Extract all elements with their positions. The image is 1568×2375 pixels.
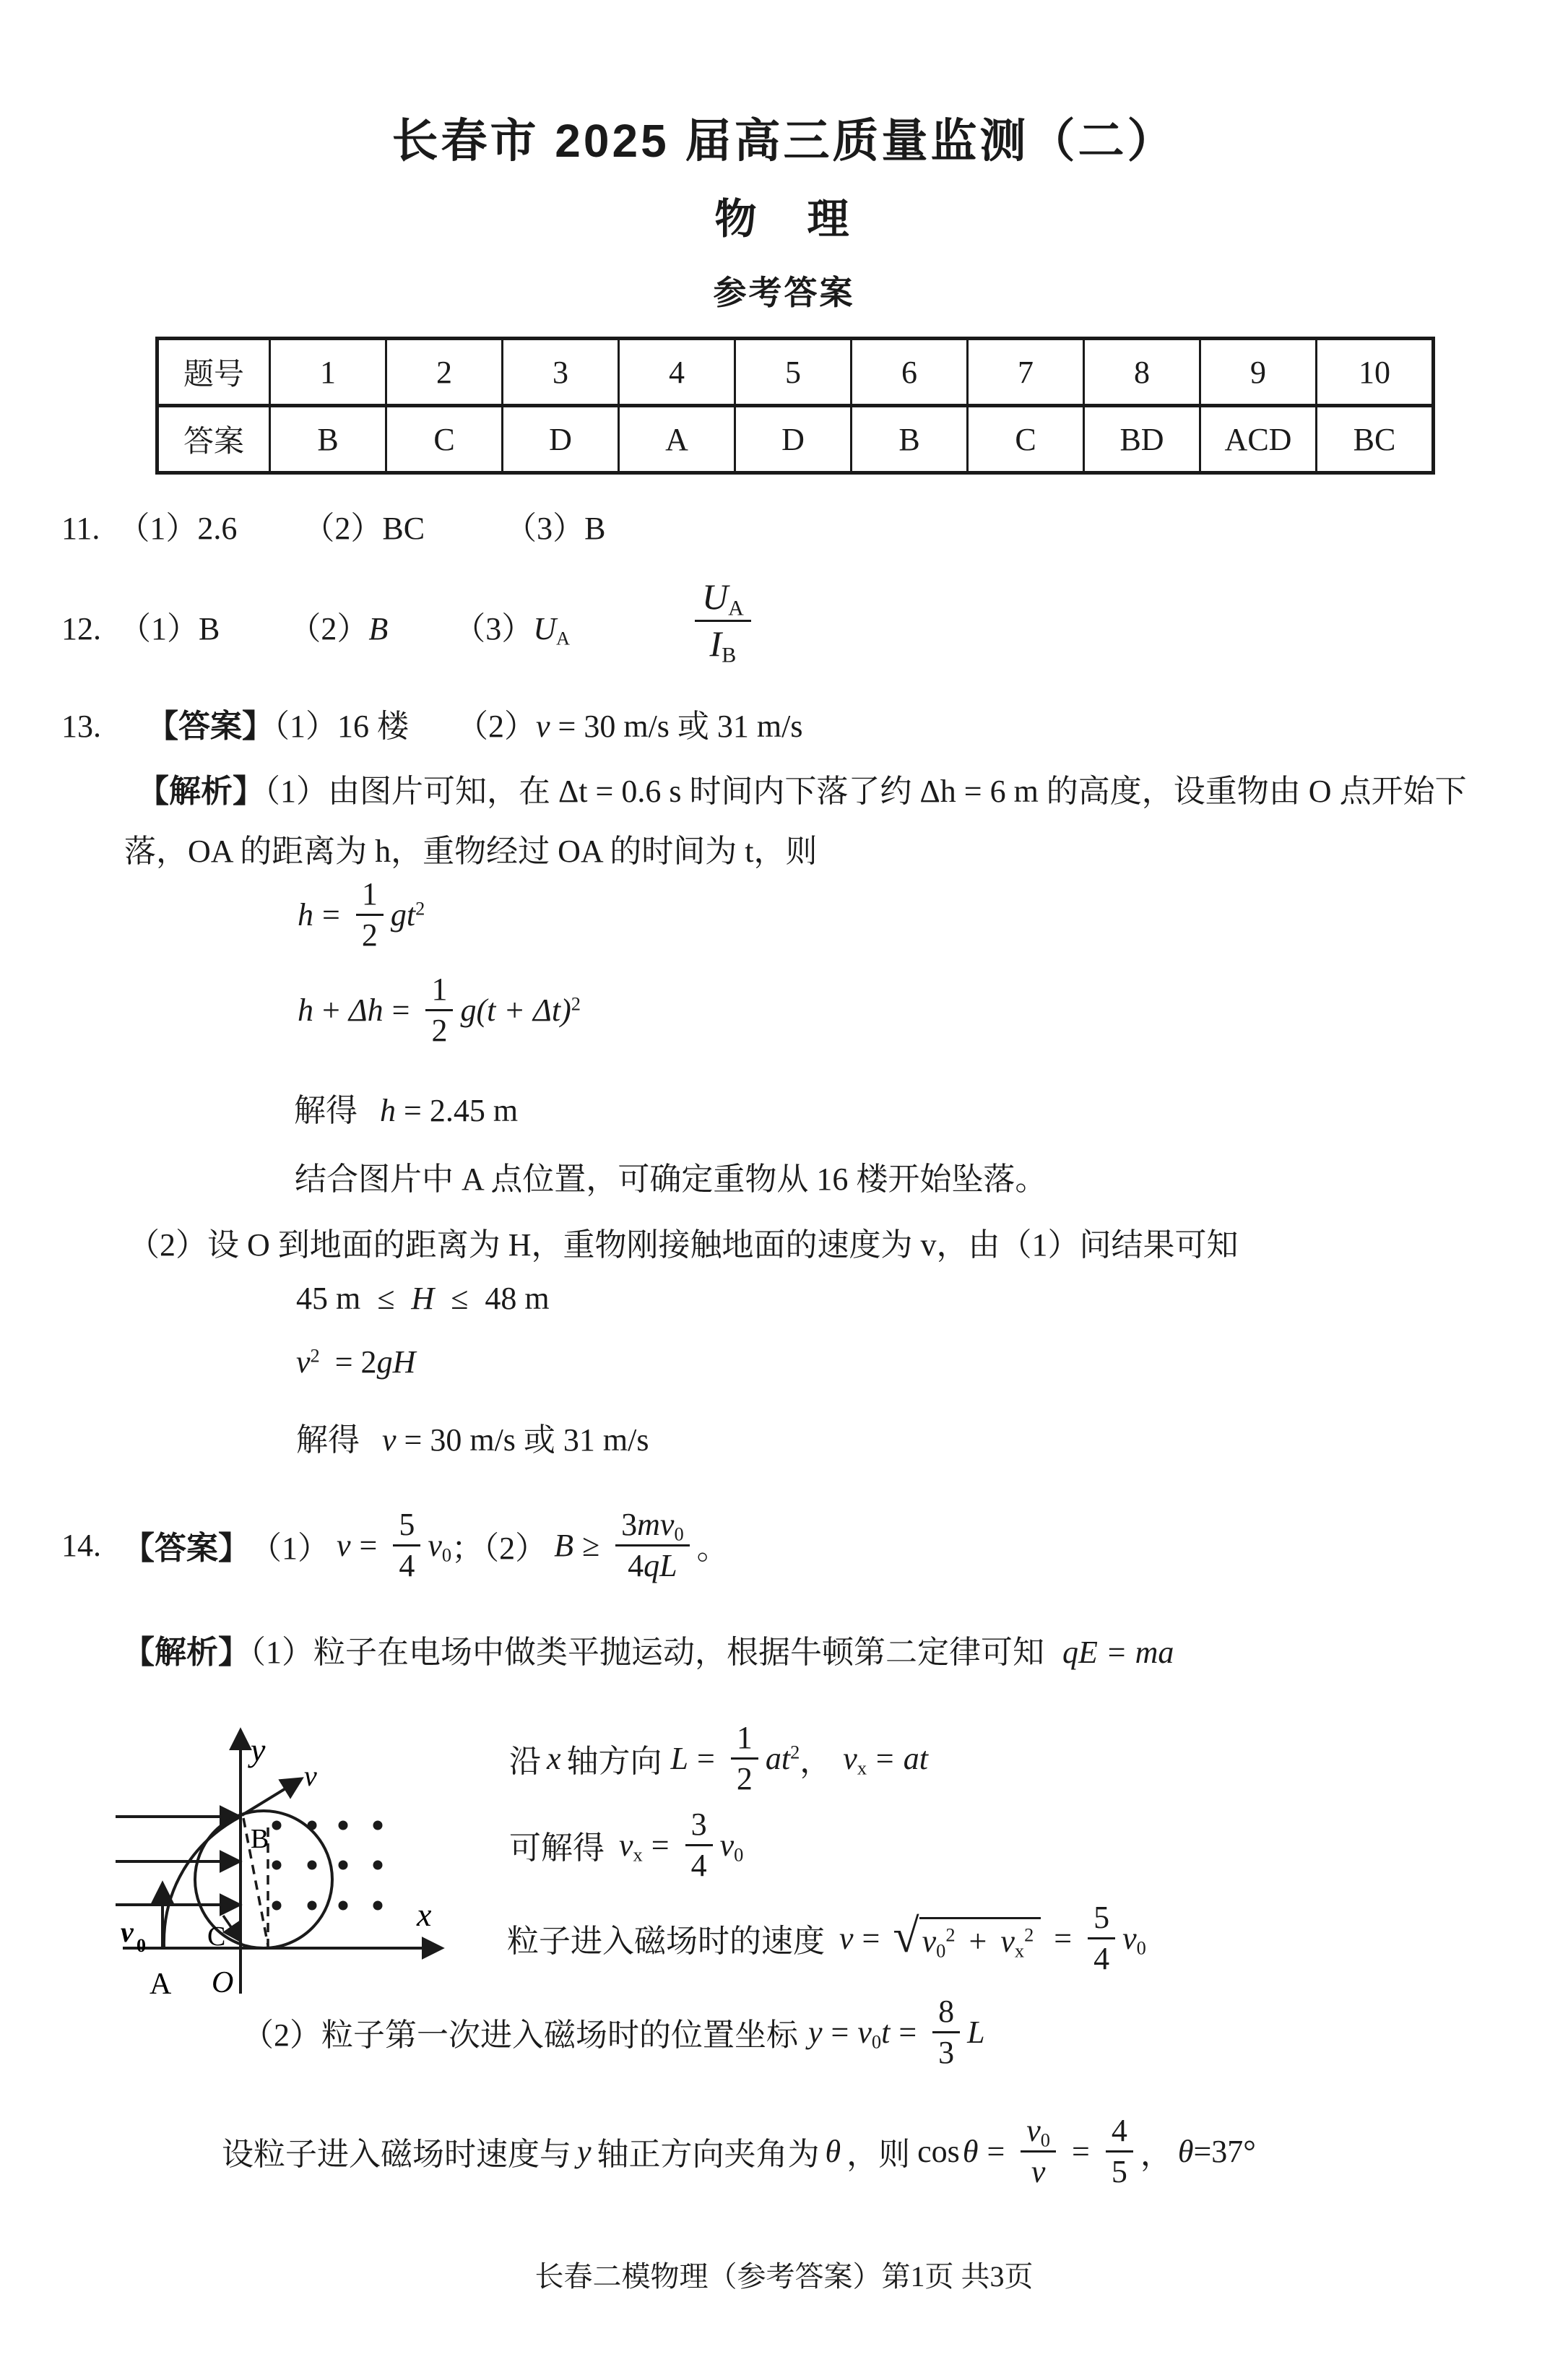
q14-figure bbox=[69, 1726, 516, 2001]
radical-sign: √ bbox=[893, 1909, 919, 1963]
q14-answer-label: 【答案】 bbox=[123, 1531, 250, 1566]
q14-eq2: 可解得 $v_x$ = $\frac{3}{4}$ $v_0$ bbox=[509, 1807, 744, 1883]
v-label: v bbox=[304, 1760, 317, 1792]
q14-number: 14. bbox=[61, 1527, 101, 1563]
question-number: 10 bbox=[1317, 339, 1434, 406]
table-row-answers bbox=[157, 406, 1434, 473]
v0-label: v bbox=[121, 1916, 134, 1948]
q13-answer-label: 【答案】 bbox=[147, 709, 274, 744]
q12-fraction-numerator: $U_A$ bbox=[695, 576, 751, 622]
answer-cell: BC bbox=[1317, 406, 1434, 473]
parabola-path bbox=[164, 1817, 241, 1947]
q13-part2-line: （2）设 O 到地面的距离为 H，重物刚接触地面的速度为 v，由（1）问结果可知 bbox=[128, 1227, 1239, 1263]
q14-answer-line: 14. 【答案】 （1） v = $\frac{5}{4}$ $v_0$ ；（2） B ≥ $\frac{3mv_0}{4qL}$ 。 bbox=[61, 1507, 729, 1583]
q12-part3: （3） bbox=[454, 611, 534, 646]
question-number: 3 bbox=[503, 339, 619, 406]
q13-answer2-prefix: （2） bbox=[456, 709, 536, 744]
page-title: 长春市 2025 届高三质量监测（二） bbox=[391, 115, 1177, 167]
point-b-label: B bbox=[251, 1824, 269, 1854]
q13-analysis-label: 【解析】 bbox=[137, 774, 264, 809]
q14-eq5: 设粒子进入磁场时速度与 y 轴正方向夹角为 θ ，则 cos θ = $\frac{v_0}{v}$ = $\frac{4}{5}$ ， θ =37° bbox=[222, 2113, 1256, 2189]
q13-answer2-variable: v bbox=[536, 709, 550, 744]
answer-cell: B bbox=[270, 406, 386, 473]
fraction-five-fourths: $\frac{5}{4}$ bbox=[1088, 1900, 1115, 1976]
q13-answer1: （1）16 楼 bbox=[274, 709, 409, 744]
row-header-number: 题号 bbox=[157, 339, 270, 406]
square-root: √ $v_0^2 + v_x^2$ bbox=[893, 1917, 1041, 1960]
q13-formula1: h = $\frac{1}{2}$ $gt^2$ bbox=[298, 876, 425, 953]
q13-formula2: h + Δh = $\frac{1}{2}$ $g(t + \Delta t)^2$ bbox=[298, 972, 581, 1048]
q11-part3: （3）B bbox=[505, 511, 606, 546]
q11-line bbox=[61, 510, 605, 548]
q14-analysis-math: qE = ma bbox=[1062, 1635, 1174, 1670]
question-number: 8 bbox=[1084, 339, 1200, 406]
question-number: 5 bbox=[735, 339, 852, 406]
fraction-eight-thirds: $\frac{8}{3}$ bbox=[932, 1994, 960, 2070]
q13-analysis-line1: 【解析】（1）由图片可知，在 Δt = 0.6 s 时间内下落了约 Δh = 6 m 的高度，设重物由 O 点开始下 bbox=[137, 774, 1467, 809]
q14-analysis-label: 【解析】 bbox=[123, 1635, 250, 1670]
q13-formula3: 解得 h = 2.45 m bbox=[294, 1093, 519, 1128]
fraction-3mv0-4qL: $\frac{3mv_0}{4qL}$ bbox=[615, 1507, 690, 1583]
q12-number: 12. bbox=[61, 611, 101, 646]
page-footer: 长春二模物理（参考答案）第1页 共3页 bbox=[534, 2260, 1034, 2293]
q12-part3-value: U bbox=[533, 611, 557, 646]
question-number: 1 bbox=[270, 339, 386, 406]
q13-number: 13. bbox=[61, 709, 101, 744]
q12-part2-value: B bbox=[368, 611, 389, 646]
answer-cell: C bbox=[386, 406, 503, 473]
field-dots bbox=[272, 1821, 383, 1911]
q11-part2: （2）BC bbox=[303, 511, 425, 546]
question-number: 7 bbox=[968, 339, 1084, 406]
answer-cell: A bbox=[619, 406, 735, 473]
fraction-one-half: $\frac{1}{2}$ bbox=[731, 1720, 758, 1796]
answer-cell: D bbox=[503, 406, 619, 473]
q13-analysis-line2: 落，OA 的距离为 h，重物经过 OA 的时间为 t，则 bbox=[124, 834, 818, 869]
fraction-one-half: $\frac{1}{2}$ bbox=[425, 972, 453, 1048]
q12-fraction-denominator: $I_B$ bbox=[709, 623, 737, 667]
q14-eq3: 粒子进入磁场时的速度 v = √ $v_0^2 + v_x^2$ = $\frac{5}{4}$ $v_0$ bbox=[507, 1900, 1146, 1976]
answer-cell: B bbox=[852, 406, 968, 473]
q13-conclusion: 结合图片中 A 点位置，可确定重物从 16 楼开始坠落。 bbox=[295, 1161, 1047, 1197]
y-axis-label: y bbox=[251, 1731, 266, 1768]
point-c-label: C bbox=[207, 1921, 226, 1952]
question-number: 2 bbox=[386, 339, 503, 406]
row-header-answer: 答案 bbox=[157, 406, 270, 473]
subject-title: 物 理 bbox=[714, 196, 854, 243]
q13-formula5: 45 m ≤ H ≤ 48 m bbox=[296, 1281, 550, 1316]
q12-part3-subscript: A bbox=[556, 627, 571, 649]
fraction-five-fourths: $\frac{5}{4}$ bbox=[393, 1507, 420, 1583]
q14-answer1-prefix: （1） bbox=[250, 1531, 329, 1566]
fraction-one-half: $\frac{1}{2}$ bbox=[356, 876, 384, 953]
fraction-three-fourths: $\frac{3}{4}$ bbox=[685, 1807, 713, 1883]
q13-formula7: 解得 v = 30 m/s 或 31 m/s bbox=[296, 1422, 649, 1458]
q14-eq1: 沿 x 轴方向 L = $\frac{1}{2}$ $at^2$ ， $v_x$ = at bbox=[509, 1720, 928, 1796]
q14-eq4: （2）粒子第一次进入磁场时的位置坐标 y = $v_0t$ = $\frac{8}{3}$ L bbox=[242, 1994, 985, 2070]
x-axis-label: x bbox=[417, 1896, 432, 1933]
fraction-v0-over-v: $\frac{v_0}{v}$ bbox=[1021, 2113, 1056, 2189]
q12-fraction bbox=[695, 576, 751, 667]
q12-line bbox=[61, 610, 570, 648]
fraction-four-fifths: $\frac{4}{5}$ bbox=[1106, 2113, 1133, 2189]
q12-part1: （1）B bbox=[119, 611, 220, 646]
point-a-label: A bbox=[150, 1968, 172, 2001]
q11-number: 11. bbox=[61, 511, 100, 546]
answer-cell: ACD bbox=[1200, 406, 1317, 473]
q13-formula6: $v^2 = 2gH$ bbox=[296, 1344, 416, 1380]
origin-label: O bbox=[212, 1966, 234, 1999]
answer-table bbox=[155, 337, 1435, 475]
q13-answer-line bbox=[61, 708, 803, 745]
q13-answer2-rest: = 30 m/s 或 31 m/s bbox=[558, 709, 803, 744]
q12-part2: （2） bbox=[289, 611, 369, 646]
answer-cell: C bbox=[968, 406, 1084, 473]
table-row-numbers bbox=[157, 339, 1434, 406]
question-number: 4 bbox=[619, 339, 735, 406]
answer-cell: BD bbox=[1084, 406, 1200, 473]
section-title: 参考答案 bbox=[713, 274, 855, 311]
question-number: 6 bbox=[852, 339, 968, 406]
v0-subscript: 0 bbox=[137, 1935, 146, 1956]
q14-analysis-line: 【解析】（1）粒子在电场中做类平抛运动，根据牛顿第二定律可知 qE = ma bbox=[123, 1635, 1174, 1670]
answer-cell: D bbox=[735, 406, 852, 473]
question-number: 9 bbox=[1200, 339, 1317, 406]
q11-part1: （1）2.6 bbox=[118, 511, 238, 546]
